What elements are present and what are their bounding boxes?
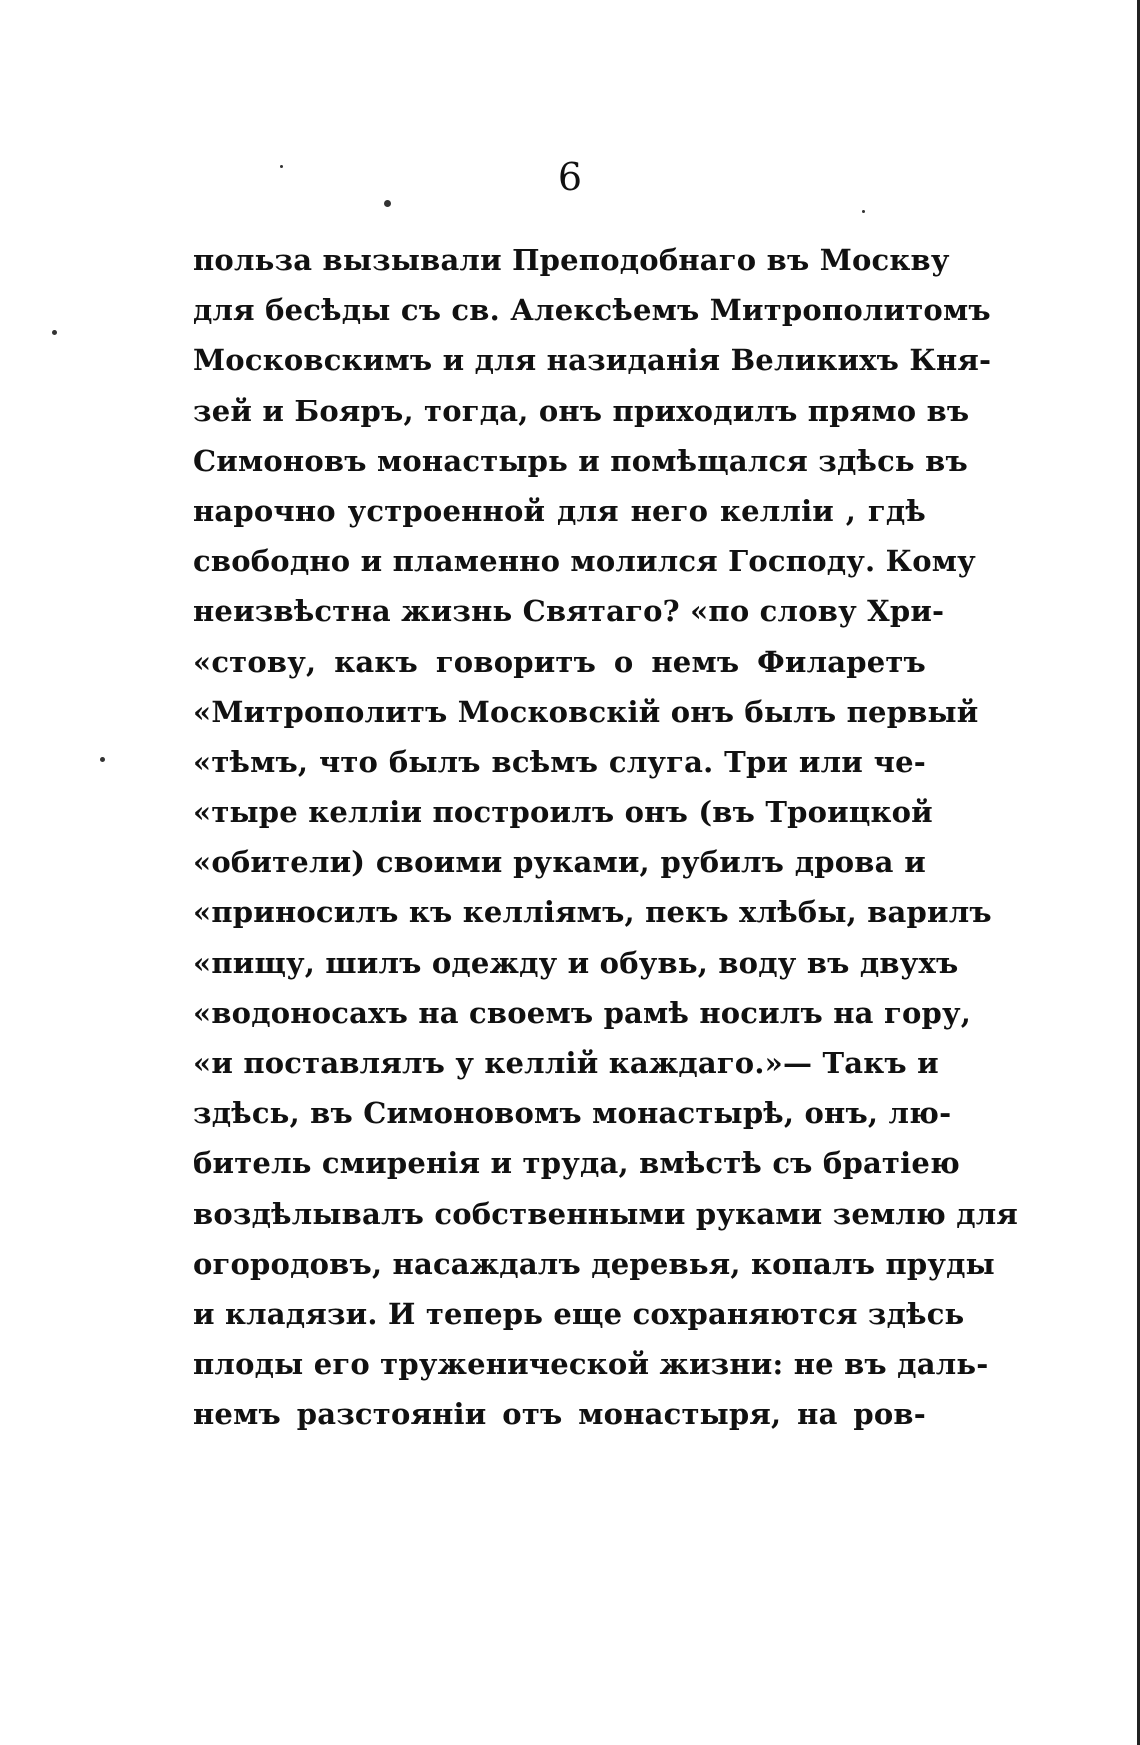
scan-speck [52, 330, 57, 335]
page-number: 6 [557, 155, 583, 199]
scan-speck [280, 165, 283, 168]
text-line: плоды его труженической жизни: не въ даль- [193, 1347, 989, 1382]
scan-speck [100, 757, 105, 762]
text-line: «тыре келліи построилъ онъ (въ Троицкой [193, 795, 933, 830]
body-text [193, 235, 1019, 1440]
text-line: зей и Бояръ, тогда, онъ приходилъ прямо въ [193, 393, 970, 428]
text-line: воздѣлывалъ собственными руками землю для [193, 1196, 1019, 1231]
text-line: «пищу, шилъ одежду и обувь, воду въ двухъ [193, 945, 959, 980]
text-line: Московскимъ и для назиданія Великихъ Кня- [193, 343, 992, 378]
text-line: для бесѣды съ св. Алексѣемъ Митрополитомъ [193, 293, 991, 328]
text-line: и кладязи. И теперь еще сохраняются здѣсь [193, 1296, 965, 1331]
text-line: «и поставлялъ у келлій каждаго.»— Такъ и [193, 1046, 939, 1080]
scan-speck [862, 210, 865, 213]
text-line: немъ разстояніи отъ монастыря, на ров- [193, 1397, 926, 1432]
text-line: нарочно устроенной для него келліи , гдѣ [193, 493, 926, 528]
text-line: «тѣмъ, что былъ всѣмъ слуга. Три или че- [193, 744, 926, 779]
text-line: битель смиренія и труда, вмѣстѣ съ братіею [193, 1146, 960, 1181]
text-line: свободно и пламенно молился Господу. Кому [193, 544, 976, 579]
text-line: неизвѣстна жизнь Святаго? «по слову Хри- [193, 594, 945, 629]
scan-speck [384, 200, 391, 207]
text-line: огородовъ, насаждалъ деревья, копалъ пруды [193, 1246, 995, 1281]
text-line: «приносилъ къ келліямъ, пекъ хлѣбы, варилъ [193, 895, 992, 930]
text-line: Симоновъ монастырь и помѣщался здѣсь въ [193, 443, 968, 478]
text-line: польза вызывали Преподобнаго въ Москву [193, 243, 950, 277]
text-line: «стову, какъ говоритъ о немъ Филаретъ [193, 644, 926, 679]
text-line: «Митрополитъ Московскій онъ былъ первый [193, 694, 979, 729]
text-line: «водоносахъ на своемъ рамѣ носилъ на гору, [193, 995, 972, 1030]
text-line: здѣсь, въ Симоновомъ монастырѣ, онъ, лю- [193, 1096, 952, 1131]
text-line: «обители) своими руками, рубилъ дрова и [193, 845, 926, 880]
